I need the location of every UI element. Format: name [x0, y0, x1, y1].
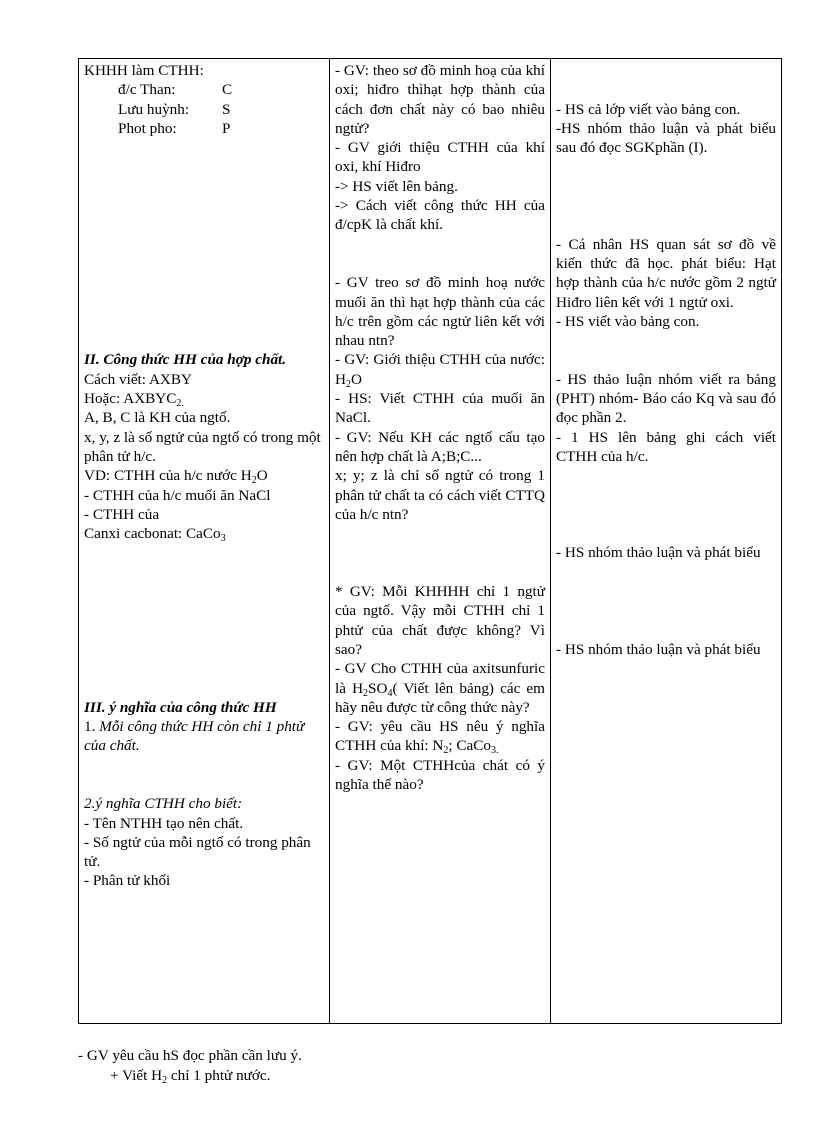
paragraph: x; y; z là chỉ số ngtử có trong 1 phân tử chất ta có cách viết CTTQ của h/c ntn?	[335, 467, 545, 523]
text-line: - CTHH của	[84, 505, 160, 523]
text-line: 1. Mỗi công thức HH còn chỉ 1 phtử của chất.	[84, 718, 305, 755]
paragraph: - GV: yêu cầu HS nêu ý nghĩa CTHH của khí: $N_2$; CaCo$_{3.}$	[335, 718, 545, 757]
text-line: - Số ngtử của mỗi ngtố có trong phân tử.	[84, 833, 311, 871]
text-line: - Phân tử khối	[84, 872, 171, 890]
paragraph: -HS nhóm thảo luận và phát biểu sau đó đọc SGKphần (I).	[556, 119, 776, 157]
element-line: đ/c Than: C	[118, 81, 233, 99]
text-line: 2.ý nghĩa CTHH cho biết:	[84, 795, 243, 813]
section-2-heading: II. Công thức HH của hợp chất.	[84, 351, 287, 369]
paragraph: -> Cách viết công thức HH của đ/cpK là chất khí.	[335, 197, 545, 234]
paragraph: * GV: Mỗi KHHHH chỉ 1 ngtử của ngtố. Vậy mỗi CTHH chỉ 1 phtử của chất được không? Vì sao?	[335, 583, 545, 658]
paragraph: - HS nhóm thảo luận và phát biểu	[556, 544, 761, 562]
example-line: VD: CTHH của h/c nước $H_2O$	[84, 467, 268, 487]
paragraph: - 1 HS lên bảng ghi cách viết CTHH của h/c.	[556, 428, 776, 465]
lesson-table	[78, 58, 782, 1024]
paragraph: - GV: theo sơ đồ minh hoạ của khí oxi; hiđro thìhạt hợp thành của cách đơn chất này có bao nhiêu ngtử?	[335, 62, 545, 137]
paragraph: -> HS viết lên bảng.	[335, 177, 458, 195]
paragraph: - HS thảo luận nhóm viết ra bảng (PHT) nhóm- Báo cáo Kq và sau đó đọc phần 2.	[556, 370, 776, 427]
text-line: - Tên NTHH tạo nên chất.	[84, 814, 244, 832]
teacher-column	[330, 59, 551, 1024]
paragraph: - HS viết vào bảng con.	[556, 312, 700, 330]
formula-line: Cách viết: AXBY	[84, 370, 192, 388]
paragraph: - HS cả lớp viết vào bảng con.	[556, 100, 741, 118]
text-line: A, B, C là KH của ngtố.	[84, 409, 231, 427]
footer-notes	[78, 1046, 778, 1086]
intro-text: KHHH làm CTHH:	[84, 62, 204, 79]
formula-line: Canxi cacbonat: CaCo$_3$	[84, 525, 226, 545]
table-row	[79, 59, 782, 1024]
footer-line: - GV yêu cầu hS đọc phần cần lưu ý.	[78, 1047, 302, 1064]
paragraph: - HS nhóm thảo luận và phát biểu	[556, 640, 761, 658]
paragraph: - GV: Nếu KH các ngtố cấu tạo nên hợp chất là A;B;C...	[335, 428, 545, 465]
student-column	[551, 59, 782, 1024]
content-column	[79, 59, 330, 1024]
paragraph: - GV giới thiệu CTHH của khí oxi, khí Hiđro	[335, 139, 545, 176]
paragraph: - GV treo sơ đồ minh hoạ nước muối ăn thì hạt hợp thành của các h/c trên gồm các ngtử liên kết với nhau ntn?	[335, 274, 545, 350]
paragraph: - HS: Viết CTHH của muối ăn NaCl.	[335, 390, 545, 427]
element-line: Phot pho: P	[118, 119, 231, 137]
paragraph: - GV: Giới thiệu CTHH của nước: $H_2O$	[335, 351, 545, 390]
formula-line: Hoặc: $AXBYC_{2.}$	[84, 390, 184, 410]
paragraph: - Cá nhân HS quan sát sơ đồ về kiến thức đã học. phát biểu: Hạt hợp thành của h/c nước gồm 2 ngtử Hiđro liên kết với 1 ngtử oxi.	[556, 235, 776, 311]
text-line: x, y, z là số ngtử của ngtố có trong một phân tử h/c.	[84, 428, 321, 465]
element-line: Lưu huỳnh: S	[118, 100, 231, 118]
paragraph: - GV: Một CTHHcủa chát có ý nghĩa thế nào?	[335, 756, 545, 793]
paragraph: - GV Cho CTHH của axitsunfuric là $H_2SO_4$( Viết lên bảng) các em hãy nêu được từ công thức này?	[335, 660, 545, 716]
footer-line: + Viết $H_2$ chỉ 1 phtử nước.	[110, 1067, 271, 1086]
section-3-heading: III. ý nghĩa của công thức HH	[84, 698, 277, 716]
text-line: - CTHH của h/c muối ăn NaCl	[84, 486, 271, 504]
